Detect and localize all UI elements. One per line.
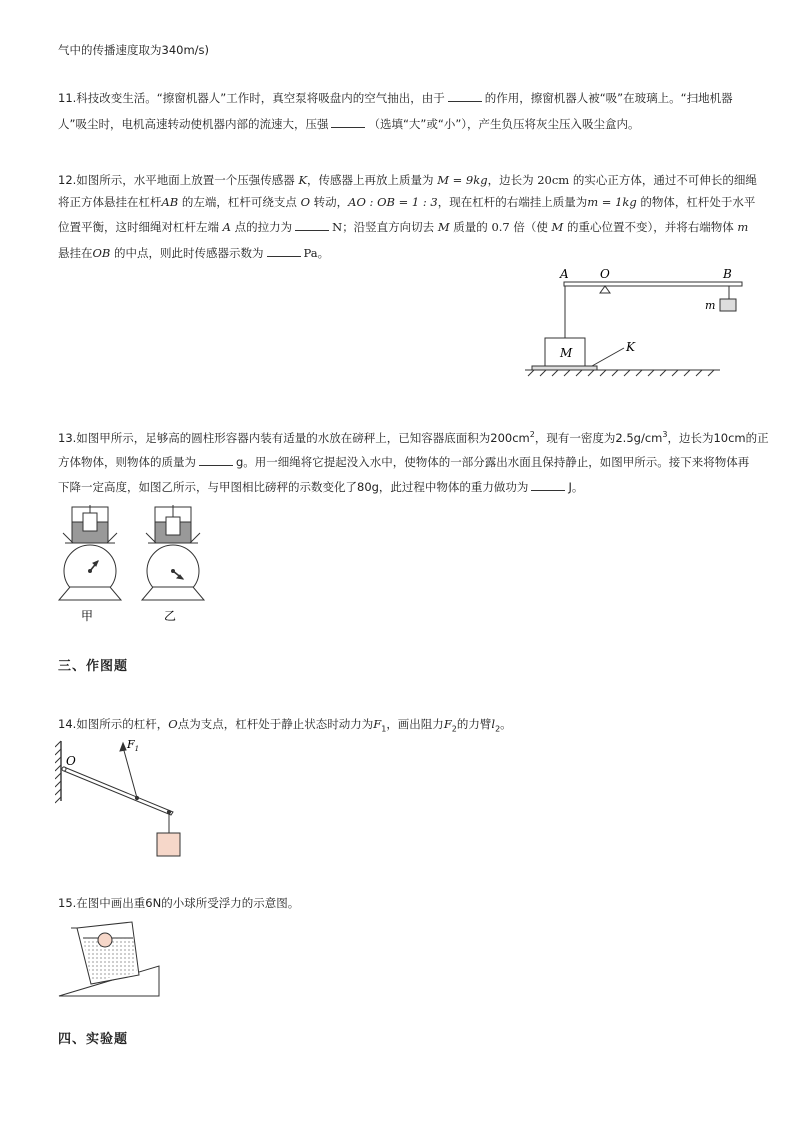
force-F1-arrowhead [120, 743, 126, 751]
q13-line3: 下降一定高度，如图乙所示，与甲图相比磅秤的示数变化了80g，此过程中物体的重力做功为 J。 [58, 480, 584, 494]
pivot-triangle [600, 286, 610, 293]
scale-figures [55, 505, 215, 625]
wall-hatch [55, 741, 61, 803]
pressure-sensor-K [532, 366, 597, 370]
lever-rod [64, 767, 173, 815]
q12-line1: 12.如图所示，水平地面上放置一个压强传感器 K，传感器上再放上质量为 M = 9kg，边长为 20cm 的实心正方体，通过不可伸长的细绳 [58, 173, 757, 187]
lever-wall-figure [55, 733, 195, 863]
label-B: B [723, 267, 732, 281]
label-m: m [705, 299, 716, 312]
label-K: K [626, 340, 635, 354]
incline-cup-figure [55, 920, 170, 1000]
answer-blank[interactable] [331, 116, 365, 128]
answer-blank[interactable] [531, 479, 565, 491]
scale-yi [142, 505, 204, 600]
answer-blank[interactable] [267, 245, 301, 257]
q15-line: 15.在图中画出重6N的小球所受浮力的示意图。 [58, 896, 300, 910]
q11-line2: 人”吸尘时，电机高速转动使机器内部的流速大，压强 （选填“大”或“小”），产生负压将灰尘压入吸尘盒内。 [58, 117, 640, 131]
label-yi: 乙 [164, 609, 177, 623]
lever-bar [564, 282, 742, 286]
small-mass-block [720, 299, 736, 311]
answer-blank[interactable] [295, 219, 329, 231]
scale-jia [59, 505, 121, 600]
answer-blank[interactable] [199, 454, 233, 466]
q12-line3: 位置平衡，这时细绳对杠杆左端 A 点的拉力为 N；沿竖直方向切去 M 质量的 0.7 倍（使 M 的重心位置不变），并将右端物体 m [58, 220, 749, 234]
lever-figure [520, 262, 750, 384]
q13-line2: 方体物体，则物体的质量为 g。用一细绳将它提起没入水中，使物体的一部分露出水面且保持静止，如图甲所示。接下来将物体再 [58, 455, 750, 469]
label-O: O [600, 267, 610, 281]
answer-blank[interactable] [448, 90, 482, 102]
section-title-experiment: 四、实验题 [58, 1032, 129, 1047]
q11-line1: 11.科技改变生活。“擦窗机器人”工作时，真空泵将吸盘内的空气抽出，由于 的作用，擦窗机器人被“吸”在玻璃上。“扫地机器 [58, 91, 733, 105]
q14-line: 14.如图所示的杠杆，O点为支点，杠杆处于静止状态时动力为$F_1$，画出阻力$F_2$的力臂$l_2$。 [58, 717, 512, 734]
label-jia: 甲 [81, 609, 94, 623]
q12-line4: 悬挂在OB 的中点，则此时传感器示数为 Pa。 [58, 246, 330, 260]
label-M: M [560, 346, 573, 360]
q12-line2: 将正方体悬挂在杠杆AB 的左端，杠杆可绕支点 O 转动，AO : OB = 1 : 3，现在杠杆的右端挂上质量为m = 1kg 的物体，杠杆处于水平 [58, 195, 756, 209]
section-title-drawing: 三、作图题 [58, 659, 129, 674]
force-F1-line [123, 747, 137, 798]
label-F1: $F_1$ [127, 738, 140, 753]
label-O: O [66, 754, 76, 768]
header-line: 气中的传播速度取为340m/s) [58, 43, 210, 57]
label-A: A [560, 267, 569, 281]
ball [98, 933, 112, 947]
sensor-pointer [592, 348, 624, 366]
ground-hatch [528, 370, 714, 376]
q13-line1: 13.如图甲所示，足够高的圆柱形容器内装有适量的水放在磅秤上，已知容器底面积为$200cm^2$，现有一密度为$2.5g/cm^3$，边长为10cm的正 [58, 430, 769, 445]
hanging-block [157, 833, 180, 856]
